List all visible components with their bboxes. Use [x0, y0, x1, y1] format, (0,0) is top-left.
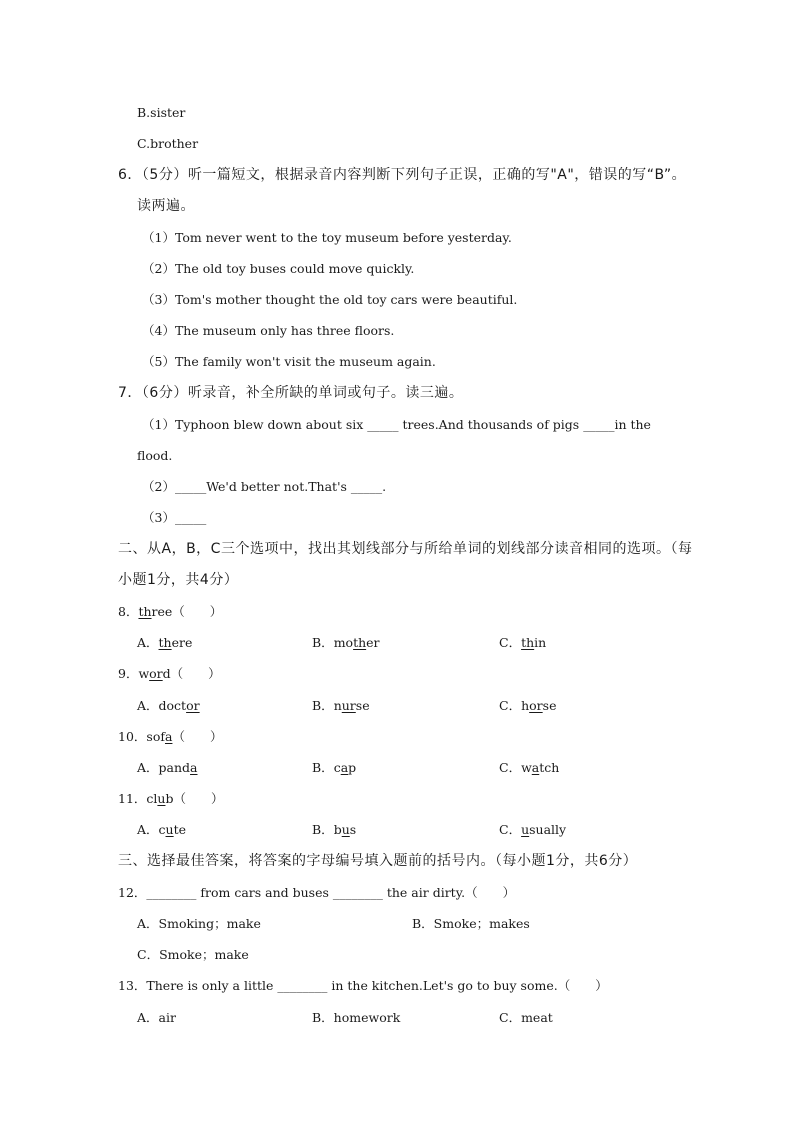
- question-6-item-5: （5）The family won't visit the museum again.: [142, 354, 436, 369]
- question-9: 9．word（ ）: [118, 666, 221, 681]
- question-7-item-3: （3）_____: [142, 510, 207, 525]
- question-8: 8．three（ ）: [118, 604, 223, 619]
- question-10: 10．sofa（ ）: [118, 729, 223, 744]
- question-10-option-b: B．cap: [312, 760, 357, 775]
- question-6-item-1: （1）Tom never went to the toy museum before yesterday.: [142, 230, 512, 245]
- underlined-part: th: [138, 604, 152, 619]
- option-b-sister: B.sister: [137, 105, 186, 120]
- question-8-option-c: C．thin: [499, 635, 547, 650]
- question-11-option-a: A．cute: [137, 822, 187, 837]
- question-12-option-a: A．Smoking；make: [137, 916, 261, 931]
- section-2-title: 二、从A，B，C三个选项中，找出其划线部分与所给单词的划线部分读音相同的选项。（每: [118, 541, 693, 557]
- option-c-brother: C.brother: [137, 136, 199, 151]
- question-11-option-b: B．bus: [312, 822, 357, 837]
- question-13: 13．There is only a little ________ in the kitchen.Let's go to buy some.（ ）: [118, 978, 608, 993]
- question-10-option-c: C．watch: [499, 760, 560, 775]
- question-13-option-b: B．homework: [312, 1010, 401, 1025]
- question-8-option-a: A．there: [137, 635, 193, 650]
- question-12: 12．________ from cars and buses ________ the air dirty.（ ）: [118, 885, 516, 900]
- question-6-item-2: （2）The old toy buses could move quickly.: [142, 261, 415, 276]
- underlined-part: or: [149, 666, 163, 681]
- question-7-item-2: （2）_____We'd better not.That's _____.: [142, 479, 387, 494]
- question-6-title: 6．（5分）听一篇短文，根据录音内容判断下列句子正误，正确的写"A"，错误的写“B”。: [118, 167, 687, 183]
- question-12-option-b: B．Smoke；makes: [412, 916, 530, 931]
- question-7-title: 7．（6分）听录音，补全所缺的单词或句子。读三遍。: [118, 385, 464, 401]
- section-3-title: 三、选择最佳答案，将答案的字母编号填入题前的括号内。（每小题1分，共6分）: [118, 853, 638, 869]
- underlined-part: a: [164, 729, 173, 744]
- question-12-option-c: C．Smoke；make: [137, 947, 249, 962]
- question-8-option-b: B．mother: [312, 635, 380, 650]
- question-9-option-b: B．nurse: [312, 698, 370, 713]
- question-9-option-c: C．horse: [499, 698, 557, 713]
- question-13-option-c: C．meat: [499, 1010, 553, 1025]
- question-6-item-3: （3）Tom's mother thought the old toy cars were beautiful.: [142, 292, 518, 307]
- question-13-option-a: A．air: [137, 1010, 176, 1025]
- question-10-option-a: A．panda: [137, 760, 198, 775]
- question-7-item-1: （1）Typhoon blew down about six _____ trees.And thousands of pigs _____in the: [142, 417, 651, 432]
- question-7-item-1-cont: flood.: [137, 448, 173, 463]
- question-6-title-cont: 读两遍。: [137, 198, 195, 214]
- question-11-option-c: C．usually: [499, 822, 567, 837]
- underlined-part: u: [157, 791, 166, 806]
- question-6-item-4: （4）The museum only has three floors.: [142, 323, 395, 338]
- question-9-option-a: A．doctor: [137, 698, 200, 713]
- question-11: 11．club（ ）: [118, 791, 224, 806]
- section-2-title-cont: 小题1分，共4分）: [118, 572, 239, 588]
